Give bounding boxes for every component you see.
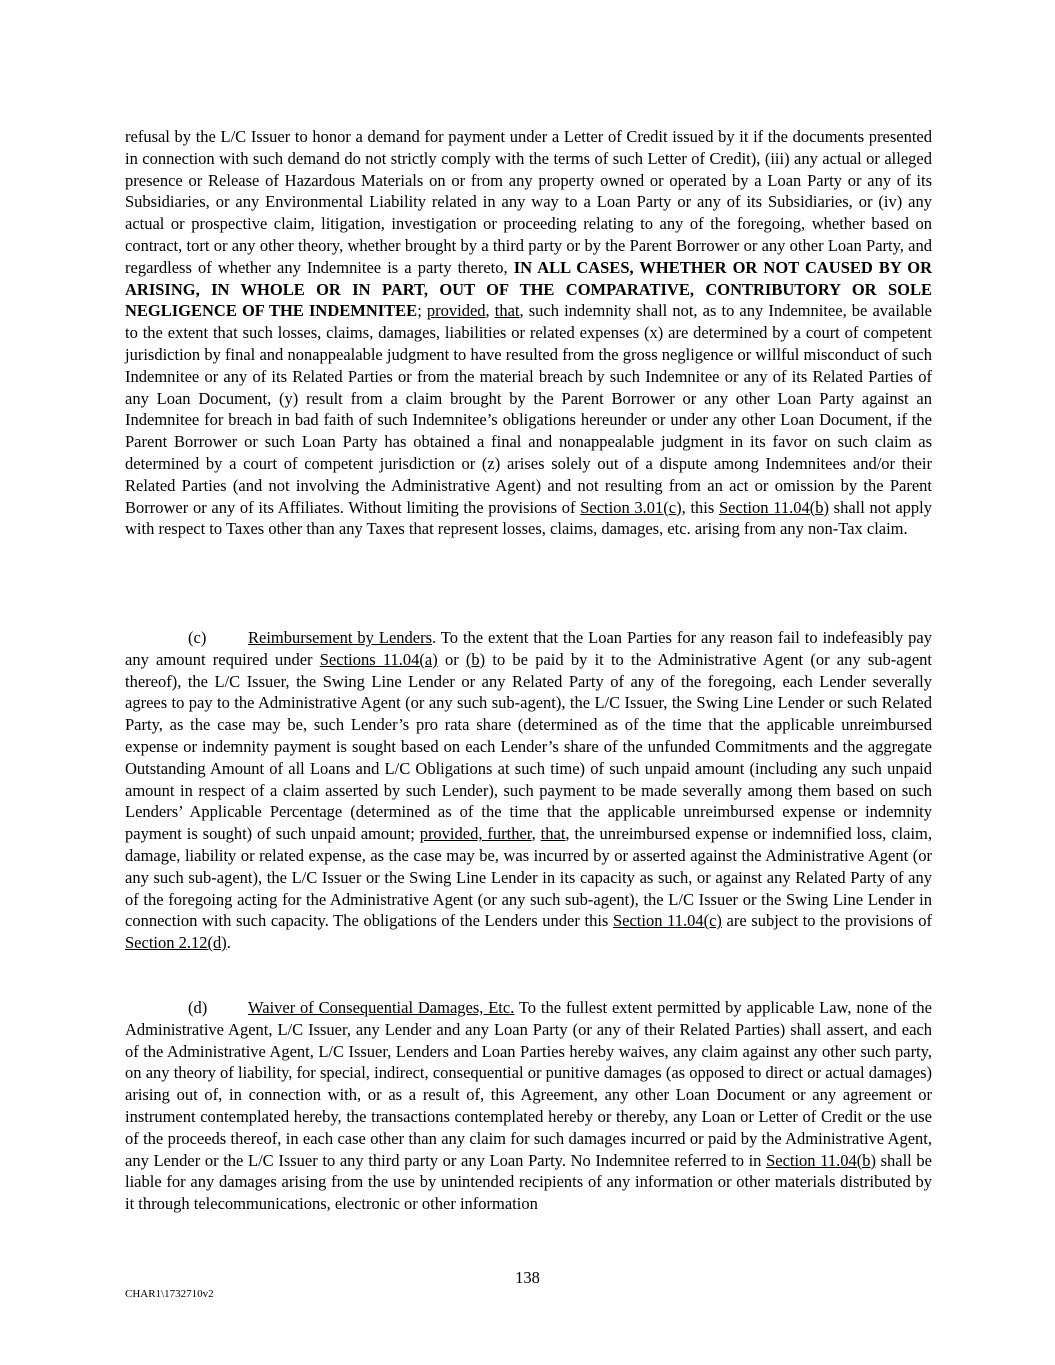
that-term: that: [494, 301, 520, 321]
paragraph-c: (c) Reimbursement by Lenders. To the extent that the Loan Parties for any reason fail to indefeasibly pay any amount required under Sections 11.04(a) or (b) to be paid by it to the Administrative Agent (or any sub-agent thereof), the L/C Issuer, the Swing Line Lender or any Related Party of any of the foregoing, each Lender severally agrees to pay to the Administrative Agent (or any such sub-agent), the L/C Issuer, the Swing Line Lender or such Related Party, as the case may be, such Lender’s pro rata share (determined as of the time that the applicable unreimbursed expense or indemnity payment is sought based on each Lender’s share of the unfunded Commitments and the aggregate Outstanding Amount of all Loans and L/C Obligations at such time) of such unpaid amount (including any such unpaid amount in respect of a claim asserted by such Lender), such payment to be made severally among them based on such Lenders’ Applicable Percentage (determined as of the time that the applicable unreimbursed expense or indemnity payment is sought) of such unpaid amount; provided, further, that, the unreimbursed expense or indemnified loss, claim, damage, liability or related expense, as the case may be, was incurred by or asserted against the Administrative Agent (or any such sub-agent), the L/C Issuer or the Swing Line Lender in its capacity as such, or against any Related Party of any of the foregoing acting for the Administrative Agent (or any such sub-agent), the L/C Issuer or the Swing Line Lender in connection with such capacity. The obligations of the Lenders under this Section 11.04(c) are subject to the provisions of Section 2.12(d).: [125, 628, 933, 953]
document-id: CHAR1\1732710v2: [125, 1288, 214, 1300]
that-term: that: [540, 824, 566, 844]
section-ref-11-04c: Section 11.04(c): [612, 911, 722, 931]
section-ref-3-01c: Section 3.01(c): [580, 497, 682, 517]
page-number: 138: [515, 1268, 540, 1287]
section-ref-11-04a: Sections 11.04(a): [319, 649, 438, 669]
section-ref-2-12d: Section 2.12(d): [125, 933, 227, 953]
section-ref-11-04b: Section 11.04(b): [719, 497, 829, 517]
heading-reimbursement-by-lenders: Reimbursement by Lenders: [248, 628, 433, 647]
heading-waiver-of-consequential-damages: Waiver of Consequential Damages, Etc.: [248, 998, 515, 1017]
section-ref-11-04b: Section 11.04(b): [766, 1150, 876, 1170]
provided-further-term: provided, further: [419, 824, 532, 844]
indemnity-bold-clause: IN ALL CASES, WHETHER OR NOT CAUSED BY OR ARISING, IN WHOLE OR IN PART, OUT OF THE COMPARATIVE, CONTRIBUTORY OR SOLE NEGLIGENCE OF THE INDEMNITEE: [125, 257, 933, 321]
paragraph-label-c: (c): [188, 628, 207, 647]
paragraph-b-continuation: refusal by the L/C Issuer to honor a demand for payment under a Letter of Credit issued by it if the documents presented in connection with such demand do not strictly comply with the terms of such Letter of Credit), (iii) any actual or alleged presence or Release of Hazardous Materials on or from any property owned or operated by a Loan Party or any of its Subsidiaries, or any Environmental Liability related in any way to a Loan Party or any of its Subsidiaries, or (iv) any actual or prospective claim, litigation, investigation or proceeding relating to any of the foregoing, whether based on contract, tort or any other theory, whether brought by a third party or by the Parent Borrower or any other Loan Party, and regardless of whether any Indemnitee is a party thereto, IN ALL CASES, WHETHER OR NOT CAUSED BY OR ARISING, IN WHOLE OR IN PART, OUT OF THE COMPARATIVE, CONTRIBUTORY OR SOLE NEGLIGENCE OF THE INDEMNITEE; provided, that, such indemnity shall not, as to any Indemnitee, be available to the extent that such losses, claims, damages, liabilities or related expenses (x) are determined by a court of competent jurisdiction by final and nonappealable judgment to have resulted from the gross negligence or willful misconduct of such Indemnitee or any of its Related Parties or from the material breach by such Indemnitee or any of its Related Parties of any Loan Document, (y) result from a claim brought by the Parent Borrower or any other Loan Party against an Indemnitee for breach in bad faith of such Indemnitee’s obligations hereunder or under any other Loan Document, if the Parent Borrower or such Loan Party has obtained a final and nonappealable judgment in its favor on such claim as determined by a court of competent jurisdiction or (z) arises solely out of a dispute among Indemnitees and/or their Related Parties (and not involving the Administrative Agent) and not resulting from an act or omission by the Parent Borrower or any of its Affiliates. Without limiting the provisions of Section 3.01(c), this Section 11.04(b) shall not apply with respect to Taxes other than any Taxes that represent losses, claims, damages, etc. arising from any non-Tax claim.: [125, 127, 933, 539]
paragraph-d: (d) Waiver of Consequential Damages, Etc. To the fullest extent permitted by applicable Law, none of the Administrative Agent, L/C Issuer, any Lender and any Loan Party (or any of their Related Parties) shall assert, and each of the Administrative Agent, L/C Issuer, Lenders and Loan Parties hereby waives, any claim against any other such party, on any theory of liability, for special, indirect, consequential or punitive damages (as opposed to direct or actual damages) arising out of, in connection with, or as a result of, this Agreement, any other Loan Document or any agreement or instrument contemplated hereby, the transactions contemplated hereby or thereby, any Loan or Letter of Credit or the use of the proceeds thereof, in each case other than any claim for such damages incurred or paid by the Administrative Agent, any Lender or the L/C Issuer to any third party or any Loan Party. No Indemnitee referred to in Section 11.04(b) shall be liable for any damages arising from the use by unintended recipients of any information or other materials distributed by it through telecommunications, electronic or other information: [125, 998, 932, 1214]
paragraph-label-d: (d): [188, 998, 208, 1017]
provided-term: provided: [426, 301, 486, 321]
section-ref-b: (b): [465, 649, 486, 669]
